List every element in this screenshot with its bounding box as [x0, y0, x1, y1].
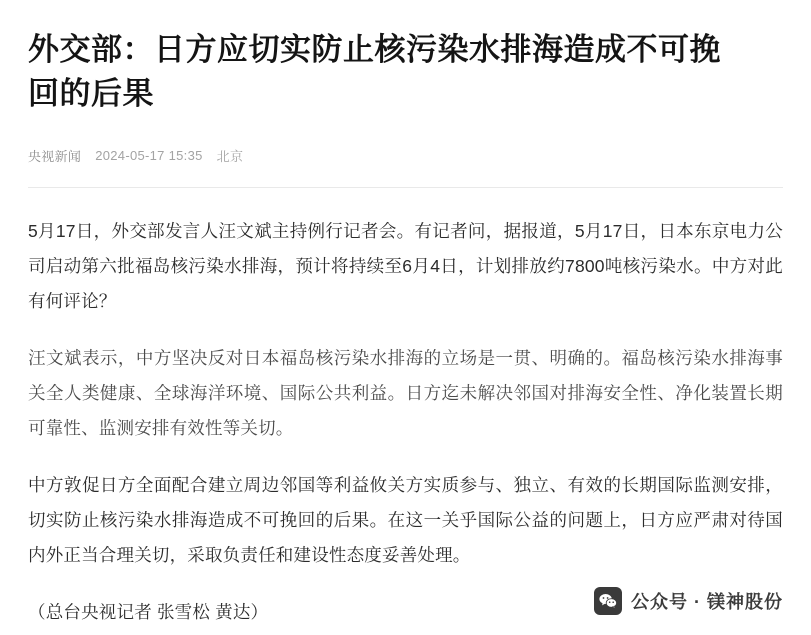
article-paragraph: 5月17日，外交部发言人汪文斌主持例行记者会。有记者问，据报道，5月17日，日本东京电力公司启动第六批福岛核污染水排海，预计将持续至6月4日，计划排放约7800吨核污染水。中方对此有何评论？ — [28, 221, 783, 312]
article-paragraph: 中方敦促日方全面配合建立周边邻国等利益攸关方实质参与、独立、有效的长期国际监测安排，切实防止核污染水排海造成不可挽回的后果。在这一关乎国际公益的问题上，日方应严肃对待国内外正当合理关切，采取负责任和建设性态度妥善处理。 — [28, 475, 783, 566]
article-meta — [28, 146, 783, 165]
article-body — [28, 214, 783, 630]
page-title: 外交部：日方应切实防止核污染水排海造成不可挽回的后果 — [28, 32, 721, 112]
article-place: 北京 — [216, 149, 244, 165]
wechat-icon — [594, 587, 622, 615]
article-source: 央视新闻 — [28, 149, 82, 165]
article-date: 2024-05-17 15:35 — [95, 148, 203, 164]
watermark-badge — [586, 581, 791, 621]
watermark-label: 公众号 · 镁神股份 — [631, 592, 783, 612]
header-divider — [28, 187, 783, 188]
article-byline: （总台央视记者 张雪松 黄达） — [28, 602, 269, 623]
article-paragraph: 汪文斌表示，中方坚决反对日本福岛核污染水排海的立场是一贯、明确的。福岛核污染水排海事关全人类健康、全球海洋环境、国际公共利益。日方迄未解决邻国对排海安全性、净化装置长期可靠性、监测安排有效性等关切。 — [28, 348, 783, 439]
